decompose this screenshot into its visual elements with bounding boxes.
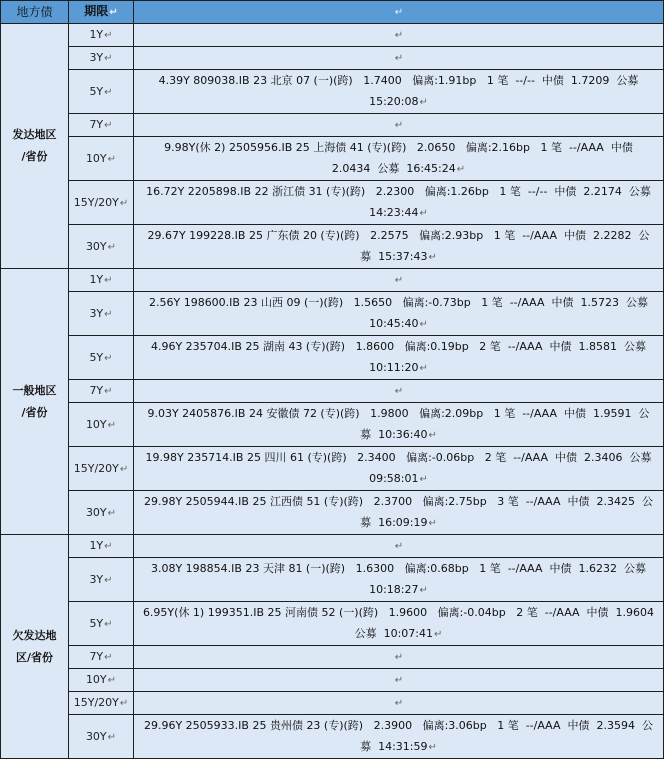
- bond-quote-cell: ↵: [134, 24, 664, 47]
- term-cell: 10Y↵: [69, 137, 134, 181]
- bond-quote-cell: 16.72Y 2205898.IB 22 浙江债 31 (专)(跨) 2.2300 偏离:1.26bp 1 笔 --/-- 中债 2.2174 公募 14:23:44↵: [134, 181, 664, 225]
- bond-quote-cell: 9.98Y(休 2) 2505956.IB 25 上海债 41 (专)(跨) 2.0650 偏离:2.16bp 1 笔 --/AAA 中债 2.0434 公募 16:45:24↵: [134, 137, 664, 181]
- term-cell: 7Y↵: [69, 380, 134, 403]
- term-cell: 15Y/20Y↵: [69, 447, 134, 491]
- bond-quote-cell: ↵: [134, 669, 664, 692]
- table-row: [1, 447, 664, 491]
- term-cell: 10Y↵: [69, 669, 134, 692]
- table-row: [1, 646, 664, 669]
- table-row: [1, 181, 664, 225]
- bond-quote-cell: ↵: [134, 114, 664, 137]
- bond-quote-cell: ↵: [134, 47, 664, 70]
- term-cell: 7Y↵: [69, 114, 134, 137]
- table-row: [1, 70, 664, 114]
- region-label-line: /省份: [21, 150, 48, 163]
- term-cell: 3Y↵: [69, 47, 134, 70]
- table-body: [1, 24, 664, 759]
- table-row: [1, 669, 664, 692]
- bond-quote-cell: 3.08Y 198854.IB 23 天津 81 (一)(跨) 1.6300 偏离:0.68bp 1 笔 --/AAA 中债 1.6232 公募 10:18:27↵: [134, 558, 664, 602]
- table-row: [1, 491, 664, 535]
- bond-quote-cell: 29.67Y 199228.IB 25 广东债 20 (专)(跨) 2.2575 偏离:2.93bp 1 笔 --/AAA 中债 2.2282 公募 15:37:43↵: [134, 225, 664, 269]
- bond-quote-cell: 29.96Y 2505933.IB 25 贵州债 23 (专)(跨) 2.3900 偏离:3.06bp 1 笔 --/AAA 中债 2.3594 公募 14:31:59↵: [134, 715, 664, 759]
- term-cell: 3Y↵: [69, 558, 134, 602]
- term-cell: 1Y↵: [69, 24, 134, 47]
- bond-quote-cell: ↵: [134, 646, 664, 669]
- term-cell: 15Y/20Y↵: [69, 181, 134, 225]
- term-cell: 15Y/20Y↵: [69, 692, 134, 715]
- bond-quote-cell: 4.39Y 809038.IB 23 北京 07 (一)(跨) 1.7400 偏离:1.91bp 1 笔 --/-- 中债 1.7209 公募 15:20:08↵: [134, 70, 664, 114]
- term-cell: 3Y↵: [69, 292, 134, 336]
- table-row: [1, 336, 664, 380]
- header-content: ↵: [134, 1, 664, 24]
- term-cell: 30Y↵: [69, 225, 134, 269]
- region-label-line: /省份: [21, 405, 48, 419]
- term-cell: 1Y↵: [69, 269, 134, 292]
- region-label: [1, 269, 69, 535]
- table-row: [1, 225, 664, 269]
- header-region: 地方债: [1, 1, 69, 24]
- term-cell: 7Y↵: [69, 646, 134, 669]
- table-row: [1, 380, 664, 403]
- table-row: [1, 24, 664, 47]
- header-row: [1, 1, 664, 24]
- bond-quote-cell: 2.56Y 198600.IB 23 山西 09 (一)(跨) 1.5650 偏离:-0.73bp 1 笔 --/AAA 中债 1.5723 公募 10:45:40↵: [134, 292, 664, 336]
- table-row: [1, 602, 664, 646]
- region-label: [1, 24, 69, 269]
- table-row: [1, 715, 664, 759]
- table-row: [1, 535, 664, 558]
- table-row: [1, 269, 664, 292]
- table-row: [1, 114, 664, 137]
- term-cell: 1Y↵: [69, 535, 134, 558]
- table-row: [1, 47, 664, 70]
- table-row: [1, 403, 664, 447]
- bond-quote-cell: 6.95Y(休 1) 199351.IB 25 河南债 52 (一)(跨) 1.9600 偏离:-0.04bp 2 笔 --/AAA 中债 1.9604 公募 10:07:41↵: [134, 602, 664, 646]
- bond-quote-cell: ↵: [134, 692, 664, 715]
- table-row: [1, 137, 664, 181]
- bond-quote-cell: 29.98Y 2505944.IB 25 江西债 51 (专)(跨) 2.3700 偏离:2.75bp 3 笔 --/AAA 中债 2.3425 公募 16:09:19↵: [134, 491, 664, 535]
- term-cell: 30Y↵: [69, 715, 134, 759]
- header-term: 期限↵: [69, 1, 134, 24]
- table-row: [1, 692, 664, 715]
- term-cell: 5Y↵: [69, 336, 134, 380]
- table-row: [1, 292, 664, 336]
- region-label: [1, 535, 69, 759]
- term-cell: 30Y↵: [69, 491, 134, 535]
- bond-quote-cell: ↵: [134, 269, 664, 292]
- bond-quote-cell: ↵: [134, 535, 664, 558]
- bond-quote-cell: 19.98Y 235714.IB 25 四川 61 (专)(跨) 2.3400 偏离:-0.06bp 2 笔 --/AAA 中债 2.3406 公募 09:58:01↵: [134, 447, 664, 491]
- region-label-line: 发达地区: [12, 128, 57, 141]
- term-cell: 5Y↵: [69, 70, 134, 114]
- table-row: [1, 558, 664, 602]
- bond-quote-cell: 4.96Y 235704.IB 25 湖南 43 (专)(跨) 1.8600 偏离:0.19bp 2 笔 --/AAA 中债 1.8581 公募 10:11:20↵: [134, 336, 664, 380]
- region-label-line: 区/省份: [15, 650, 54, 664]
- bond-quote-cell: 9.03Y 2405876.IB 24 安徽债 72 (专)(跨) 1.9800 偏离:2.09bp 1 笔 --/AAA 中债 1.9591 公募 10:36:40↵: [134, 403, 664, 447]
- bond-quote-cell: ↵: [134, 380, 664, 403]
- region-label-line: 欠发达地: [12, 628, 57, 642]
- term-cell: 5Y↵: [69, 602, 134, 646]
- region-label-line: 一般地区: [12, 383, 57, 397]
- term-cell: 10Y↵: [69, 403, 134, 447]
